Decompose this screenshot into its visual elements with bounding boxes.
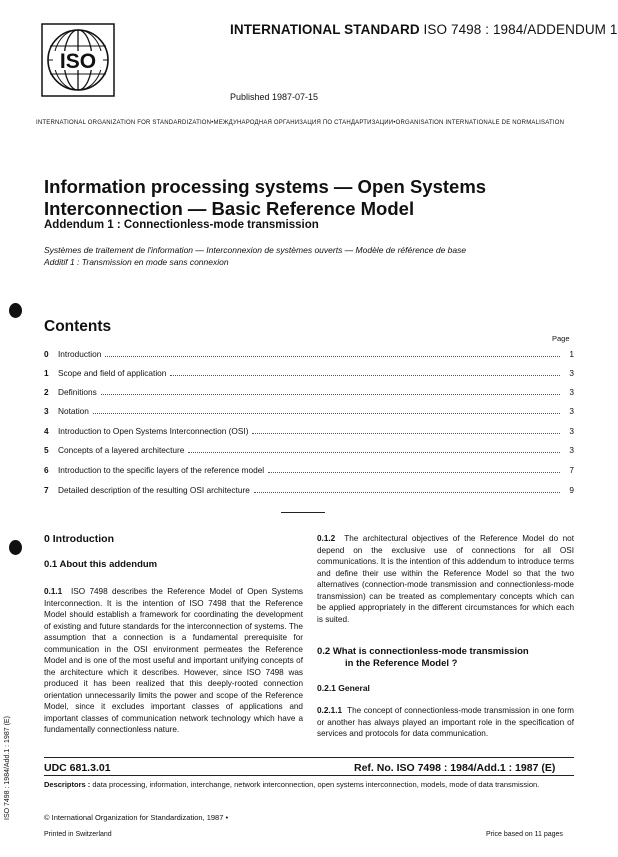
standard-title bbox=[230, 22, 618, 37]
title-line-2: Interconnection — Basic Reference Model bbox=[44, 198, 415, 219]
toc-leader bbox=[105, 348, 560, 357]
document-title bbox=[44, 176, 564, 220]
toc-item-number: 4 bbox=[44, 426, 49, 436]
toc-item-number: 2 bbox=[44, 387, 49, 397]
toc-item-title: Notation bbox=[58, 406, 89, 416]
toc-item[interactable] bbox=[44, 348, 574, 360]
punch-hole-mark bbox=[9, 540, 22, 555]
toc-leader bbox=[254, 484, 560, 493]
side-reference: ISO 7498 : 1984/Add.1 : 1987 (E) bbox=[4, 716, 11, 820]
about-addendum-heading: 0.1 About this addendum bbox=[44, 559, 158, 570]
paragraph-0-2-1-1 bbox=[317, 705, 574, 740]
toc-item-page: 3 bbox=[569, 368, 574, 378]
toc-item-page: 7 bbox=[569, 465, 574, 475]
toc-item[interactable] bbox=[44, 444, 574, 456]
page-column-label: Page bbox=[552, 334, 570, 343]
published-date: Published 1987-07-15 bbox=[230, 92, 319, 102]
iso-logo-text: ISO bbox=[59, 50, 97, 73]
toc-item-title: Introduction to the specific layers of the reference model bbox=[58, 465, 265, 475]
price-info: Price based on 11 pages bbox=[486, 831, 563, 838]
contents-heading: Contents bbox=[44, 318, 112, 335]
toc-item-title: Concepts of a layered architecture bbox=[58, 445, 185, 455]
toc-item-title: Scope and field of application bbox=[58, 368, 167, 378]
toc-item-page: 3 bbox=[569, 387, 574, 397]
punch-hole-mark bbox=[9, 303, 22, 318]
toc-item-number: 3 bbox=[44, 406, 49, 416]
toc-item-title: Definitions bbox=[58, 387, 97, 397]
toc-item-title: Introduction to Open Systems Interconnection (OSI) bbox=[58, 426, 249, 436]
title-line-1: Information processing systems — Open Systems bbox=[44, 176, 487, 197]
paragraph-0-1-2 bbox=[317, 533, 574, 625]
toc-item-number: 6 bbox=[44, 465, 49, 475]
toc-leader bbox=[93, 405, 560, 414]
introduction-heading: 0 Introduction bbox=[44, 533, 114, 545]
toc-leader bbox=[268, 464, 560, 473]
paragraph-text: The architectural objectives of the Reference Model do not depend on the exclusive use of connections for all OSI communications. It is the intention of this addendum to introduce terms and define their use within the Reference Model so that the two alternatives (connection-mode transmission and connectionless-mode transmission) can be treated as complementary concepts which can be applied appropriately in the different circumstances for which each is suited. bbox=[317, 534, 574, 624]
printed-in: Printed in Switzerland bbox=[44, 831, 112, 838]
toc-item-page: 3 bbox=[569, 426, 574, 436]
paragraph-text: ISO 7498 describes the Reference Model of Open Systems Interconnection. It is the intention of ISO 7498 that the Reference Model should establish a framework for coordinating the development of existing and future standards for the interconnection of systems. The assumption that a connection is a fundamental prerequisite for communication in the OSI environment permeates the Reference Model and is one of the most useful and important unifying concepts of the architecture which it describes. However, since ISO 7498 was produced it has been realized that this deeply-rooted connection orientation unnecessarily limits the power and scope of the Reference Model, since it excludes important classes of applications and important classes of communication network technology which have a fundamentally connectionless nature. bbox=[44, 587, 303, 734]
standard-bold: INTERNATIONAL STANDARD bbox=[230, 22, 420, 37]
toc-item[interactable] bbox=[44, 386, 574, 398]
paragraph-number: 0.2.1.1 bbox=[317, 706, 343, 715]
connectionless-heading-line-2: in the Reference Model ? bbox=[345, 658, 458, 669]
reference-number: Ref. No. ISO 7498 : 1984/Add.1 : 1987 (E) bbox=[354, 762, 556, 774]
toc-item-title: Introduction bbox=[58, 349, 102, 359]
copyright-notice: © International Organization for Standardization, 1987 • bbox=[44, 813, 229, 822]
french-title: Systèmes de traitement de l'information — Interconnexion de systèmes ouverts — Modèle de référence de base bbox=[44, 245, 467, 255]
toc-item-page: 9 bbox=[569, 485, 574, 495]
paragraph-0-1-1 bbox=[44, 586, 303, 736]
toc-item[interactable] bbox=[44, 484, 574, 496]
toc-item[interactable] bbox=[44, 405, 574, 417]
toc-item[interactable] bbox=[44, 425, 574, 437]
french-addendum-title: Additif 1 : Transmission en mode sans connexion bbox=[44, 257, 229, 267]
toc-item-page: 3 bbox=[569, 445, 574, 455]
toc-item-page: 3 bbox=[569, 406, 574, 416]
paragraph-number: 0.1.1 bbox=[44, 587, 63, 596]
toc-leader bbox=[188, 444, 560, 453]
udc-number: UDC 681.3.01 bbox=[44, 762, 111, 774]
descriptors-label: Descriptors : bbox=[44, 780, 91, 789]
toc-leader bbox=[170, 367, 560, 376]
descriptors bbox=[44, 780, 574, 790]
connectionless-heading bbox=[317, 646, 529, 670]
connectionless-heading-line-1: 0.2 What is connectionless-mode transmission bbox=[317, 646, 529, 657]
toc-item-number: 5 bbox=[44, 445, 49, 455]
section-divider bbox=[281, 512, 325, 513]
organization-line: INTERNATIONAL ORGANIZATION FOR STANDARDIZATION•МЕЖДУНАРОДНАЯ ОРГАНИЗАЦИЯ ПО СТАНДАРТИЗАЦИИ•ORGANISATION INTERNATIONALE DE NORMALISATION bbox=[36, 120, 565, 126]
toc-item[interactable] bbox=[44, 367, 574, 379]
toc-leader bbox=[252, 425, 560, 434]
footer-rule-top bbox=[44, 757, 574, 758]
toc-item-number: 7 bbox=[44, 485, 49, 495]
descriptors-text: data processing, information, interchange, network interconnection, open systems interconnection, models, mode of data transmission. bbox=[90, 780, 540, 789]
toc-item-page: 1 bbox=[569, 349, 574, 359]
toc-item-number: 1 bbox=[44, 368, 49, 378]
toc-item[interactable] bbox=[44, 464, 574, 476]
toc-item-number: 0 bbox=[44, 349, 49, 359]
iso-logo bbox=[40, 22, 116, 98]
toc-item-title: Detailed description of the resulting OSI architecture bbox=[58, 485, 250, 495]
general-heading: 0.2.1 General bbox=[317, 683, 370, 693]
footer-rule-mid bbox=[44, 775, 574, 776]
addendum-title: Addendum 1 : Connectionless-mode transmission bbox=[44, 219, 319, 231]
paragraph-number: 0.1.2 bbox=[317, 534, 336, 543]
paragraph-text: The concept of connectionless-mode transmission in one form or another has always played an important role in the specification of services and protocols for data communication. bbox=[317, 706, 574, 738]
toc-leader bbox=[101, 386, 560, 395]
standard-number: ISO 7498 : 1984/ADDENDUM 1 bbox=[419, 22, 618, 37]
